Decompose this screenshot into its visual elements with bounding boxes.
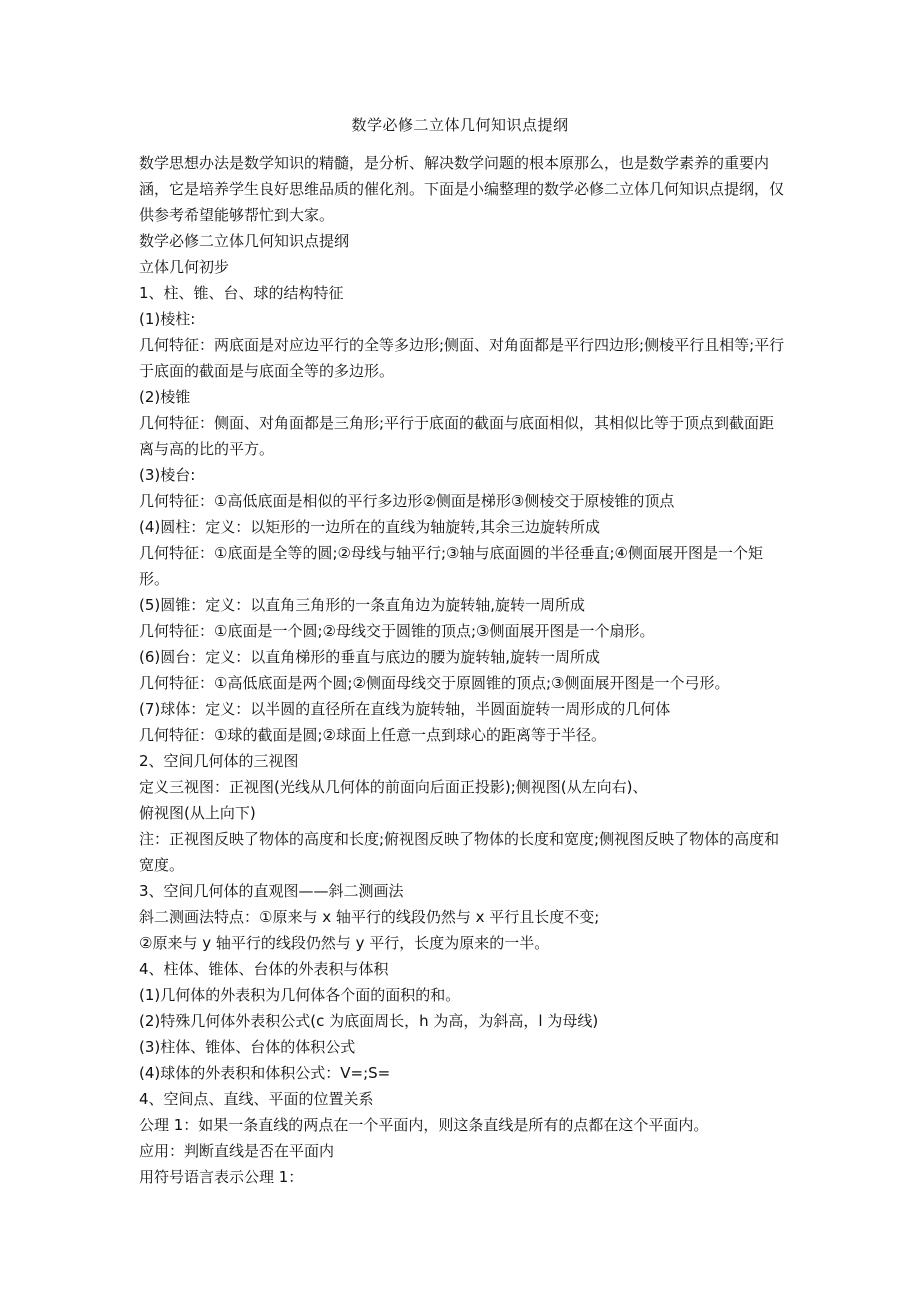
topic-heading: 4、空间点、直线、平面的位置关系 [139,1090,374,1108]
document-title: 数学必修二立体几何知识点提纲 [351,116,569,134]
item-text: (2)特殊几何体外表积公式(c 为底面周长，h 为高，为斜高，l 为母线) [139,1012,599,1030]
item-heading: (3)棱台: [139,466,196,484]
item-text: 公理 1：如果一条直线的两点在一个平面内，则这条直线是所有的点都在这个平面内。 [139,1116,709,1134]
topic-heading: 4、柱体、锥体、台体的外表积与体积 [139,960,389,978]
item-text: (3)柱体、锥体、台体的体积公式 [139,1038,356,1056]
item-heading: (2)棱锥 [139,388,191,406]
item-text: 几何特征：①球的截面是圆;②球面上任意一点到球心的距离等于半径。 [139,726,606,744]
item-text: 几何特征：两底面是对应边平行的全等多边形;侧面、对角面都是平行四边形;侧棱平行且相等;平行于底面的截面是与底面全等的多边形。 [139,336,785,380]
topic-heading: 1、柱、锥、台、球的结构特征 [139,284,344,302]
item-text: 几何特征：①高低底面是两个圆;②侧面母线交于原圆锥的顶点;③侧面展开图是一个弓形。 [139,674,730,692]
item-heading: (1)棱柱: [139,310,196,328]
intro-paragraph: 数学思想办法是数学知识的精髓，是分析、解决数学问题的根本原那么，也是数学素养的重要内涵，它是培养学生良好思维品质的催化剂。下面是小编整理的数学必修二立体几何知识点提纲，仅供参考希望能够帮忙到大家。 [139,154,785,224]
topic-heading: 3、空间几何体的直观图——斜二测画法 [139,882,404,900]
item-note: 注：正视图反映了物体的高度和长度;俯视图反映了物体的长度和宽度;侧视图反映了物体的高度和宽度。 [139,830,780,874]
item-definition: (4)圆柱：定义：以矩形的一边所在的直线为轴旋转,其余三边旋转所成 [139,518,601,536]
item-definition: (6)圆台：定义：以直角梯形的垂直与底边的腰为旋转轴,旋转一周所成 [139,648,601,666]
item-definition: (7)球体：定义：以半圆的直径所在直线为旋转轴，半圆面旋转一周形成的几何体 [139,700,671,718]
item-text: 斜二测画法特点：①原来与 x 轴平行的线段仍然与 x 平行且长度不变; [139,908,600,926]
item-text: 用符号语言表示公理 1： [139,1168,304,1186]
item-text: 几何特征：①底面是全等的圆;②母线与轴平行;③轴与底面圆的半径垂直;④侧面展开图是一个矩形。 [139,544,763,588]
item-text: (4)球体的外表积和体积公式：V=;S= [139,1064,391,1082]
document-body [139,150,789,1190]
item-text: 定义三视图：正视图(光线从几何体的前面向后面正投影);侧视图(从左向右)、 [139,778,648,796]
section-heading: 数学必修二立体几何知识点提纲 [139,232,350,250]
item-text: (1)几何体的外表积为几何体各个面的面积的和。 [139,986,461,1004]
item-text: 几何特征：侧面、对角面都是三角形;平行于底面的截面与底面相似，其相似比等于顶点到截面距离与高的比的平方。 [139,414,775,458]
item-text: 几何特征：①高低底面是相似的平行多边形②侧面是梯形③侧棱交于原棱锥的顶点 [139,492,675,510]
item-text: 几何特征：①底面是一个圆;②母线交于圆锥的顶点;③侧面展开图是一个扇形。 [139,622,655,640]
item-text: ②原来与 y 轴平行的线段仍然与 y 平行，长度为原来的一半。 [139,934,550,952]
item-definition: (5)圆锥：定义：以直角三角形的一条直角边为旋转轴,旋转一周所成 [139,596,586,614]
item-text: 俯视图(从上向下) [139,804,256,822]
item-text: 应用：判断直线是否在平面内 [139,1142,335,1160]
topic-heading: 2、空间几何体的三视图 [139,752,299,770]
subsection-heading: 立体几何初步 [139,258,230,276]
